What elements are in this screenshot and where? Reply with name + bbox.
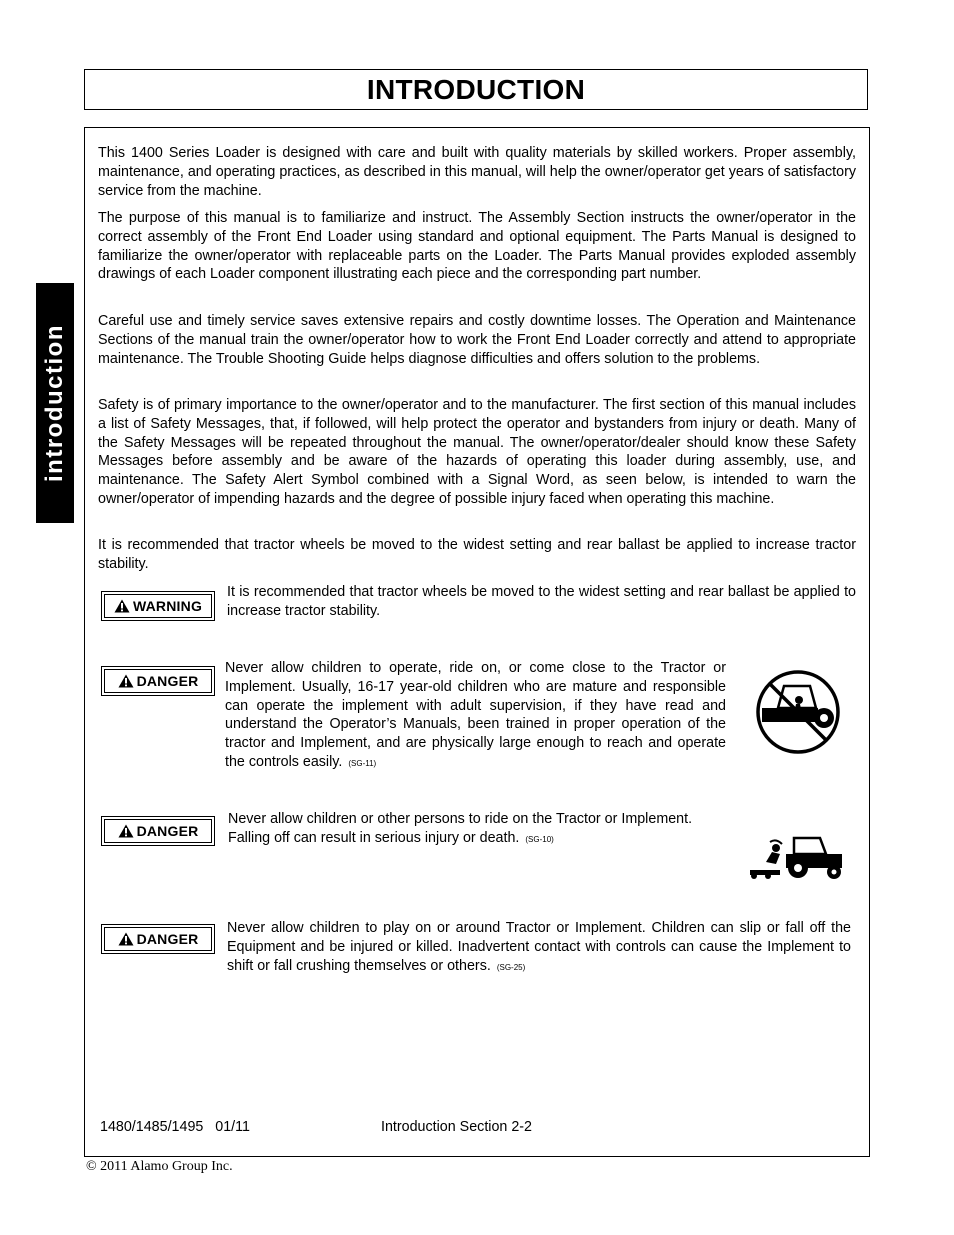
- message-code: (SG-10): [525, 834, 554, 844]
- footer-page-section: Introduction Section 2-2: [381, 1119, 533, 1135]
- safety-message-text: Never allow children to play on or around Tractor or Implement. Children can slip or fall off the Equipment and be injured or killed. Inadvertent contact with controls can cause the Implement to shift or fall crushing themselves or others. (SG-25): [227, 920, 851, 974]
- section-side-tab: [36, 283, 74, 523]
- safety-alert-icon: [118, 824, 134, 838]
- safety-message-text: Never allow children to operate, ride on, or come close to the Tractor or Implement. Usually, 16-17 year-old children who are mature and responsible can operate the implement with adult supervision, if they have read and understand the Operator’s Manuals, been trained in proper operation of the tractor and Implement, and are physically large enough to reach and operate the controls easily. (SG-11): [225, 660, 726, 770]
- signal-word: DANGER: [136, 673, 199, 689]
- intro-paragraph-2: The purpose of this manual is to familiarize and instruct. The Assembly Section instructs the owner/operator in the correct assembly of the Front End Loader using standard and optional equipment. The Parts Manual is designed to familiarize the owner/operator with replaceable parts on the Loader. The Parts Manual provides exploded assembly drawings of each Loader component illustrating each piece and the corresponding part number.: [98, 210, 856, 283]
- safety-alert-icon: [118, 932, 134, 946]
- danger-signal-label: [101, 666, 215, 696]
- copyright-notice: © 2011 Alamo Group Inc.: [86, 1159, 233, 1174]
- safety-message-text: Never allow children or other persons to ride on the Tractor or Implement. Falling off can result in serious injury or death. (SG-10): [228, 811, 693, 846]
- signal-word: WARNING: [132, 598, 203, 614]
- rider-falling-off-tractor-icon: [746, 834, 846, 880]
- signal-word: DANGER: [136, 823, 199, 839]
- intro-paragraph-4: Safety is of primary importance to the owner/operator and to the manufacturer. The first section of this manual includes a list of Safety Messages, that, if followed, will help protect the operator and bystanders from injury or death. Many of the Safety Messages will be repeated throughout the manual. The owner/operator/dealer should know these Safety Messages before assembly and be aware of the hazards of operating this loader during assembly, use, and maintenance. The Safety Alert Symbol combined with a Signal Word, as seen below, is intended to warn the owner/operator of impending hazards and the degree of possible injury faced when operating this machine.: [98, 397, 856, 507]
- warning-signal-label: [101, 591, 215, 621]
- safety-alert-icon: [118, 674, 134, 688]
- intro-paragraph-3: Careful use and timely service saves extensive repairs and costly downtime losses. The Operation and Maintenance Sections of the manual train the owner/operator how to work the Front End Loader correctly and attend to appropriate maintenance. The Trouble Shooting Guide helps diagnose difficulties and offers solution to the problems.: [98, 313, 856, 367]
- message-code: (SG-11): [348, 758, 377, 768]
- no-children-on-tractor-icon: [754, 668, 842, 756]
- safety-message-text: It is recommended that tractor wheels be moved to the widest setting and rear ballast be applied to increase tractor stability.: [227, 584, 856, 619]
- safety-alert-icon: [114, 599, 130, 613]
- danger-signal-label: [101, 816, 215, 846]
- intro-paragraph-1: This 1400 Series Loader is designed with care and built with quality materials by skilled workers. Proper assembly, maintenance, and operating practices, as described in this manual, will help the owner/operator get years of satisfactory service from the machine.: [98, 145, 856, 199]
- page-title: INTRODUCTION: [366, 73, 586, 105]
- page-header: [84, 69, 868, 110]
- message-code: (SG-25): [496, 962, 526, 972]
- danger-signal-label: [101, 924, 215, 954]
- signal-word: DANGER: [136, 931, 199, 947]
- intro-paragraph-5: It is recommended that tractor wheels be moved to the widest setting and rear ballast be applied to increase tractor stability.: [98, 537, 856, 572]
- footer-model-date: 1480/1485/1495 01/11: [100, 1119, 250, 1135]
- side-tab-label: introduction: [41, 324, 68, 482]
